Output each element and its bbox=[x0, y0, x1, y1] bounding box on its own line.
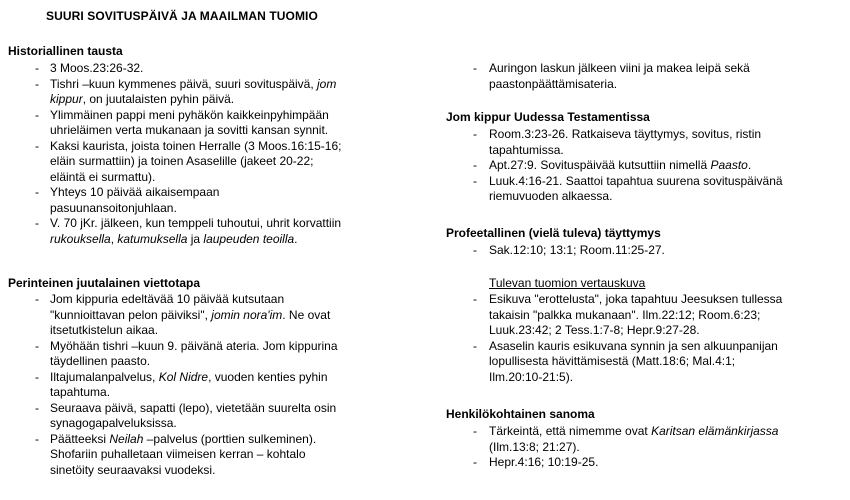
list-item: - Tärkeintä, että nimemme ovat Karitsan elämänkirjassa (Ilm.13:8; 21:27). bbox=[473, 424, 779, 454]
bullet-dash: - bbox=[473, 424, 477, 438]
list-item: - Yhteys 10 päivää aikaisempaan pasuunansoitonjuhlaan. bbox=[35, 185, 220, 215]
list-item: - Luuk.4:16-21. Saattoi tapahtua suurena sovituspäivänä riemuvuoden alkaessa. bbox=[473, 173, 783, 203]
list-item: - Kaksi kaurista, joista toinen Herralle (3 Moos.16:15-16; eläin surmattiin) ja toinen Asaselille (jakeet 20-22; eläintä ei surmattu). bbox=[35, 138, 342, 184]
bullet-dash: - bbox=[35, 369, 39, 384]
bullet-dash: - bbox=[473, 61, 477, 75]
list-item: - Sak.12:10; 13:1; Room.11:25-27. bbox=[473, 243, 665, 257]
bullet-dash: - bbox=[35, 431, 39, 446]
list-item: - Päätteeksi Neilah –palvelus (porttien sulkeminen). Shofariin puhalletaan viimeisen kerran – kohtalo sinetöity seuraavaksi vuodeksi. bbox=[35, 431, 317, 477]
list-item: - Iltajumalanpalvelus, Kol Nidre, vuoden kenties pyhin tapahtuma. bbox=[35, 369, 328, 399]
list-item: - Esikuva "erottelusta", joka tapahtuu Jeesuksen tullessa takaisin "palkka mukanaan". Ilm.22:12; Room.6:23; Luuk.23:42; 2 Tess.1:7-8; Hepr.9:27-28. bbox=[473, 292, 783, 337]
section-heading-new-testament: Jom kippur Uudessa Testamentissa bbox=[446, 110, 650, 124]
bullet-dash: - bbox=[35, 292, 39, 306]
bullet-dash: - bbox=[35, 400, 39, 415]
list-item: - V. 70 jKr. jälkeen, kun temppeli tuhoutui, uhrit korvattiin rukouksella, katumuksella ja laupeuden teoilla. bbox=[35, 216, 342, 246]
section-heading-historical: Historiallinen tausta bbox=[8, 44, 123, 58]
subheading-judgment: Tulevan tuomion vertauskuva bbox=[489, 276, 646, 290]
list-item: - Seuraava päivä, sapatti (lepo), vietetään suurelta osin synagogapalveluksissa. bbox=[35, 400, 337, 430]
list-item: - Ylimmäinen pappi meni pyhäkön kaikkeinpyhimpään uhrieläimen verta mukanaan ja sovitti kansan synnit. bbox=[35, 107, 329, 137]
prophetic-list bbox=[446, 243, 665, 259]
section-heading-tradition: Perinteinen juutalainen viettotapa bbox=[8, 276, 201, 290]
bullet-dash: - bbox=[35, 138, 39, 153]
bullet-dash: - bbox=[35, 185, 39, 199]
list-item: - Hepr.4:16; 10:19-25. bbox=[473, 455, 599, 469]
bullet-dash: - bbox=[473, 127, 477, 141]
bullet-dash: - bbox=[35, 61, 39, 75]
list-item: - Apt.27:9. Sovituspäivää kutsuttiin nimellä Paasto. bbox=[473, 158, 752, 172]
section-heading-prophetic: Profeetallinen (vielä tuleva) täyttymys bbox=[446, 226, 661, 240]
personal-list bbox=[446, 424, 778, 471]
continued-list bbox=[446, 61, 750, 92]
judgment-list bbox=[446, 292, 782, 385]
list-item: - Asaselin kauris esikuvana synnin ja sen alkuunpanijan lopullisesta hävittämisestä (Matt.18:6; Mal.4:1; Ilm.20:10-21:5). bbox=[473, 338, 778, 384]
bullet-dash: - bbox=[35, 338, 39, 353]
bullet-dash: - bbox=[473, 292, 477, 306]
bullet-dash: - bbox=[473, 338, 477, 353]
bullet-dash: - bbox=[35, 107, 39, 122]
bullet-dash: - bbox=[35, 76, 39, 91]
list-item: - Room.3:23-26. Ratkaiseva täyttymys, sovitus, ristin tapahtumissa. bbox=[473, 127, 762, 157]
tradition-list bbox=[8, 292, 338, 478]
bullet-dash: - bbox=[473, 173, 477, 188]
list-item: - 3 Moos.23:26-32. bbox=[35, 61, 144, 75]
new-testament-list bbox=[446, 127, 783, 205]
bullet-dash: - bbox=[473, 158, 477, 172]
list-item: - Myöhään tishri –kuun 9. päivänä ateria. Jom kippurina täydellinen paasto. bbox=[35, 338, 338, 368]
bullet-dash: - bbox=[473, 243, 477, 257]
list-item: - Jom kippuria edeltävää 10 päivää kutsutaan "kunnioittavan pelon päiviksi", jomin nora'im. Ne ovat itsetutkistelun aikaa. bbox=[35, 292, 331, 337]
bullet-dash: - bbox=[473, 455, 477, 469]
page-title: SUURI SOVITUSPÄIVÄ JA MAAILMAN TUOMIO bbox=[46, 9, 318, 23]
section-heading-personal: Henkilökohtainen sanoma bbox=[446, 407, 595, 421]
list-item: - Tishri –kuun kymmenes päivä, suuri sovituspäivä, jom kippur, on juutalaisten pyhin päivä. bbox=[35, 76, 337, 106]
historical-list bbox=[8, 61, 341, 247]
list-item: - Auringon laskun jälkeen viini ja makea leipä sekä paastonpäättämisateria. bbox=[473, 61, 750, 91]
bullet-dash: - bbox=[35, 216, 39, 230]
